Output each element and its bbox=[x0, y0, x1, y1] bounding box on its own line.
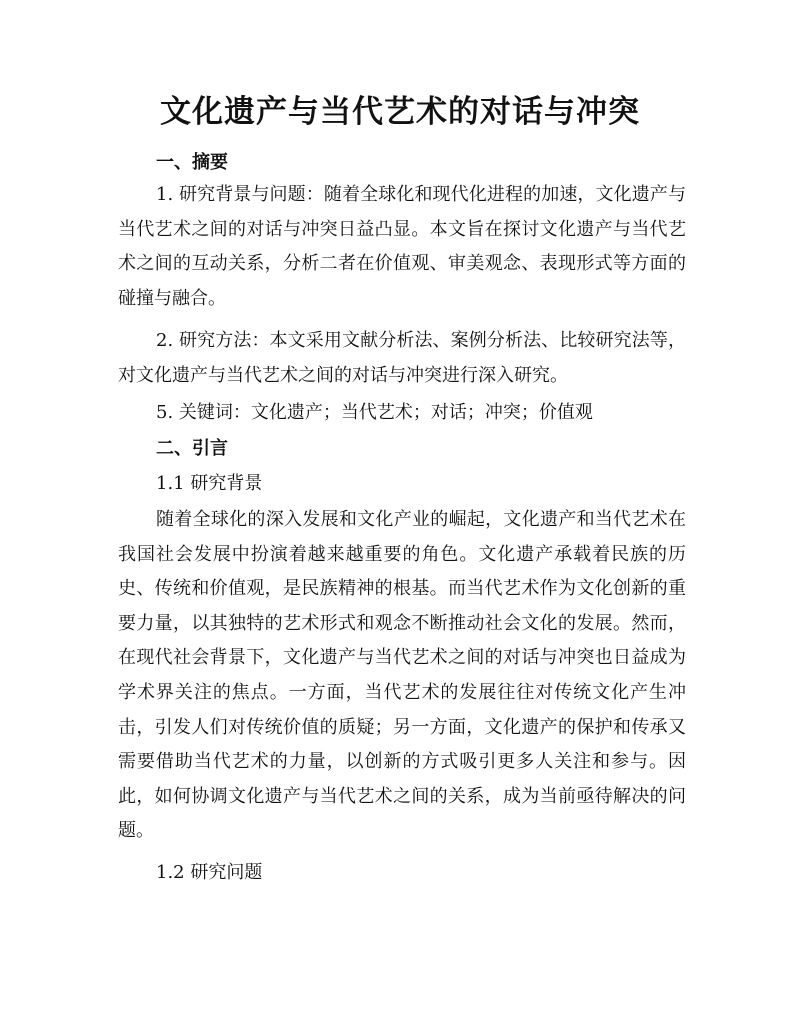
abstract-paragraph-method: 2. 研究方法：本文采用文献分析法、案例分析法、比较研究法等，对文化遗产与当代艺术之间的对话与冲突进行深入研究。 bbox=[118, 330, 686, 386]
subsection-heading-questions: 1.2 研究问题 bbox=[156, 862, 263, 883]
abstract-keywords: 5. 关键词：文化遗产；当代艺术；对话；冲突；价值观 bbox=[156, 402, 593, 423]
section-heading-abstract: 一、摘要 bbox=[156, 152, 228, 173]
section-heading-introduction: 二、引言 bbox=[156, 438, 228, 459]
document-title: 文化遗产与当代艺术的对话与冲突 bbox=[160, 94, 640, 130]
subsection-heading-background: 1.1 研究背景 bbox=[156, 473, 263, 494]
introduction-paragraph: 随着全球化的深入发展和文化产业的崛起，文化遗产和当代艺术在我国社会发展中扮演着越来越重要的角色。文化遗产承载着民族的历史、传统和价值观，是民族精神的根基。而当代艺术作为文化创新的重要力量，以其独特的艺术形式和观念不断推动社会文化的发展。然而，在现代社会背景下，文化遗产与当代艺术之间的对话与冲突也日益成为学术界关注的焦点。一方面，当代艺术的发展往往对传统文化产生冲击，引发人们对传统价值的质疑；另一方面，文化遗产的保护和传承又需要借助当代艺术的力量，以创新的方式吸引更多人关注和参与。因此，如何协调文化遗产与当代艺术之间的关系，成为当前亟待解决的问题。 bbox=[118, 509, 686, 842]
abstract-paragraph-background: 1. 研究背景与问题：随着全球化和现代化进程的加速，文化遗产与当代艺术之间的对话与冲突日益凸显。本文旨在探讨文化遗产与当代艺术之间的互动关系，分析二者在价值观、审美观念、表现形式等方面的碰撞与融合。 bbox=[118, 184, 686, 309]
